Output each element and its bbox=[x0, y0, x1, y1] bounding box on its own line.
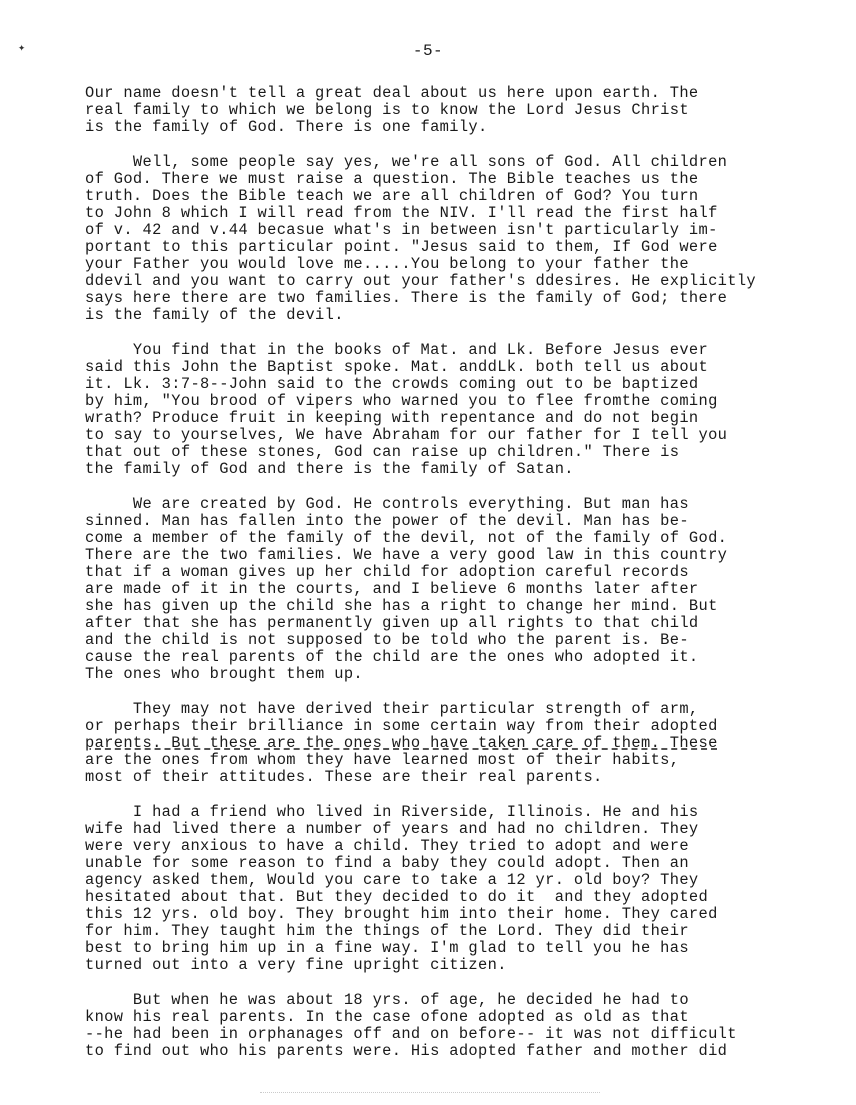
text-line: were very anxious to have a child. They tried to adopt and were bbox=[85, 837, 689, 855]
text-line: is the family of God. There is one family. bbox=[85, 118, 488, 136]
text-line: of v. 42 and v.44 becasue what's in between isn't particularly im- bbox=[85, 221, 718, 239]
text-line: to find out who his parents were. His adopted father and mother did bbox=[85, 1042, 728, 1060]
text-line: says here there are two families. There is the family of God; there bbox=[85, 289, 728, 307]
text-line: agency asked them, Would you care to take a 12 yr. old boy? They bbox=[85, 871, 699, 889]
text-line: or perhaps their brilliance in some certain way from their adopted bbox=[85, 717, 718, 735]
text-line: cause the real parents of the child are the ones who adopted it. bbox=[85, 648, 699, 666]
text-line: But when he was about 18 yrs. of age, he decided he had to bbox=[85, 991, 689, 1009]
text-line: There are the two families. We have a very good law in this country bbox=[85, 546, 728, 564]
paragraph bbox=[85, 701, 825, 786]
text-line: said this John the Baptist spoke. Mat. anddLk. both tell us about bbox=[85, 358, 709, 376]
paragraph bbox=[85, 804, 825, 974]
paragraph bbox=[85, 496, 825, 683]
text-line: come a member of the family of the devil, not of the family of God. bbox=[85, 529, 728, 547]
text-line: is the family of the devil. bbox=[85, 306, 344, 324]
text-line: that out of these stones, God can raise up children." There is bbox=[85, 443, 680, 461]
text-line: truth. Does the Bible teach we are all children of God? You turn bbox=[85, 187, 699, 205]
paragraph bbox=[85, 992, 825, 1060]
text-line: for him. They taught him the things of the Lord. They did their bbox=[85, 922, 689, 940]
text-line: wife had lived there a number of years and had no children. They bbox=[85, 820, 699, 838]
text-line: that if a woman gives up her child for adoption careful records bbox=[85, 563, 689, 581]
text-line: turned out into a very fine upright citizen. bbox=[85, 956, 507, 974]
text-line: to John 8 which I will read from the NIV. I'll read the first half bbox=[85, 204, 718, 222]
text-line: most of their attitudes. These are their real parents. bbox=[85, 768, 603, 786]
text-line: best to bring him up in a fine way. I'm glad to tell you he has bbox=[85, 939, 689, 957]
text-line: portant to this particular point. "Jesus said to them, If God were bbox=[85, 238, 718, 256]
text-line: Our name doesn't tell a great deal about us here upon earth. The bbox=[85, 84, 699, 102]
text-line: after that she has permanently given up all rights to that child bbox=[85, 614, 699, 632]
text-line: ddevil and you want to carry out your father's ddesires. He explicitly bbox=[85, 272, 757, 290]
text-line: The ones who brought them up. bbox=[85, 665, 363, 683]
margin-mark: ✦ bbox=[18, 41, 26, 55]
bottom-scan-marks bbox=[260, 1092, 600, 1099]
text-line: are made of it in the courts, and I believe 6 months later after bbox=[85, 580, 699, 598]
text-line: I had a friend who lived in Riverside, Illinois. He and his bbox=[85, 803, 699, 821]
text-line: to say to yourselves, We have Abraham for our father for I tell you bbox=[85, 426, 728, 444]
text-line: by him, "You brood of vipers who warned you to flee fromthe coming bbox=[85, 392, 718, 410]
text-line: the family of God and there is the family of Satan. bbox=[85, 460, 574, 478]
paragraph bbox=[85, 154, 825, 324]
paragraph bbox=[85, 85, 825, 136]
text-line: We are created by God. He controls everything. But man has bbox=[85, 495, 689, 513]
text-line: and the child is not supposed to be told who the parent is. Be- bbox=[85, 631, 689, 649]
text-line: parents. But these are the ones who have taken care of them. These bbox=[85, 734, 718, 752]
text-line: unable for some reason to find a baby they could adopt. Then an bbox=[85, 854, 689, 872]
text-line: You find that in the books of Mat. and Lk. Before Jesus ever bbox=[85, 341, 709, 359]
text-line: hesitated about that. But they decided to do it and they adopted bbox=[85, 888, 709, 906]
text-line: Well, some people say yes, we're all sons of God. All children bbox=[85, 153, 728, 171]
text-line: know his real parents. In the case ofone adopted as old as that bbox=[85, 1008, 689, 1026]
paragraph bbox=[85, 342, 825, 478]
page-number: -5- bbox=[412, 42, 444, 60]
text-line: she has given up the child she has a right to change her mind. But bbox=[85, 597, 718, 615]
text-line: wrath? Produce fruit in keeping with repentance and do not begin bbox=[85, 409, 699, 427]
text-line: of God. There we must raise a question. The Bible teaches us the bbox=[85, 170, 699, 188]
text-line: this 12 yrs. old boy. They brought him into their home. They cared bbox=[85, 905, 718, 923]
text-line: --he had been in orphanages off and on before-- it was not difficult bbox=[85, 1025, 737, 1043]
text-line: your Father you would love me.....You belong to your father the bbox=[85, 255, 689, 273]
body-text bbox=[85, 85, 825, 1078]
text-line: They may not have derived their particular strength of arm, bbox=[85, 700, 699, 718]
text-line: are the ones from whom they have learned most of their habits, bbox=[85, 751, 680, 769]
text-line: sinned. Man has fallen into the power of the devil. Man has be- bbox=[85, 512, 689, 530]
text-line: it. Lk. 3:7-8--John said to the crowds coming out to be baptized bbox=[85, 375, 699, 393]
text-line: real family to which we belong is to know the Lord Jesus Christ bbox=[85, 101, 689, 119]
